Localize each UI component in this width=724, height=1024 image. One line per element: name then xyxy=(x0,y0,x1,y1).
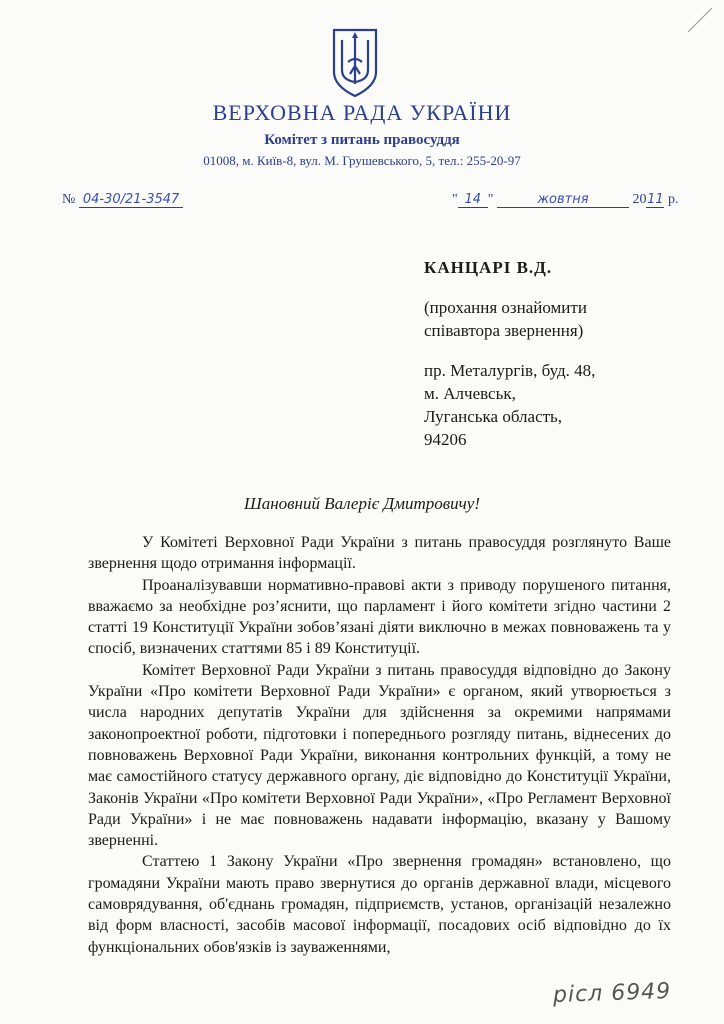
registration-date: " 14 " жовтня 2011 р. xyxy=(452,192,679,207)
date-day: 14 xyxy=(458,192,488,208)
recipient-address-line: м. Алчевськ, xyxy=(424,384,516,403)
recipient-address-line: Луганська область, xyxy=(424,407,563,426)
org-title: ВЕРХОВНА РАДА УКРАЇНИ xyxy=(212,100,512,125)
recipient-address-line: пр. Металургів, буд. 48, xyxy=(424,361,596,380)
date-year-prefix: 20 xyxy=(632,192,647,207)
body-paragraph: Комітет Верховної Ради України з питань правосуддя відповідно до Закону України «Про комітети Верховної Ради України» є органом, який утворюється з числа народних депутатів України для здійснення за окремими напрямами законопроектної роботи, підготовки і попереднього розгляду питань, віднесених до повноважень Верховної Ради України, виконання контрольних функцій, а тому не має самостійного статусу державного органу, діє відповідно до Конституції України, Законів України «Про комітети Верховної Ради України», «Про Регламент Верховної Ради України» і не має повноважень надавати інформацію, вказану у Вашому зверненні. xyxy=(88,661,671,850)
recipient-note xyxy=(424,296,595,342)
body-paragraph: У Комітеті Верховної Ради України з питань правосуддя розглянуто Ваше звернення щодо отримання інформації. xyxy=(88,534,671,573)
org-address: 01008, м. Київ-8, вул. М. Грушевського, 5, тел.: 255-20-97 xyxy=(203,153,521,168)
recipient-address-line: 94206 xyxy=(424,430,467,449)
number-value: 04-30/21-3547 xyxy=(79,192,183,208)
handwritten-stamp: рісл 6949 xyxy=(552,978,672,1009)
date-month: жовтня xyxy=(497,192,629,208)
recipient-note-line: (прохання ознайомити xyxy=(424,298,587,317)
body-paragraph: Статтею 1 Закону України «Про звернення громадян» встановлено, що громадяни України мають право звернутися до органів державної влади, місцевого самоврядування, об'єднань громадян, підприємств, установ, організацій незалежно від форм власності, засобів масової інформації, посадових осіб відповідно до їх функціональних обов'язків із зауваженнями, xyxy=(88,853,671,956)
registration-number xyxy=(62,192,183,208)
date-suffix: р. xyxy=(667,192,679,207)
recipient-block xyxy=(424,256,595,451)
letter-body xyxy=(88,532,671,958)
salutation: Шановний Валеріє Дмитровичу! xyxy=(243,494,481,513)
trident-icon xyxy=(330,26,380,98)
date-year: 11 xyxy=(647,192,664,207)
recipient-name: КАНЦАРІ В.Д. xyxy=(424,258,553,277)
number-prefix: № xyxy=(62,192,76,207)
body-paragraph: Проаналізувавши нормативно-правові акти з приводу порушеного питання, вважаємо за необхідне роз’яснити, що парламент і його комітети згідно частини 2 статті 19 Конституції України зобов’язані діяти виключно в межах повноважень та у спосіб, визначених статтями 85 і 89 Конституції. xyxy=(88,576,671,658)
recipient-note-line: співавтора звернення) xyxy=(424,321,584,340)
corner-mark-icon xyxy=(686,6,714,34)
recipient-address xyxy=(424,359,595,451)
committee-name: Комітет з питань правосуддя xyxy=(264,132,460,148)
